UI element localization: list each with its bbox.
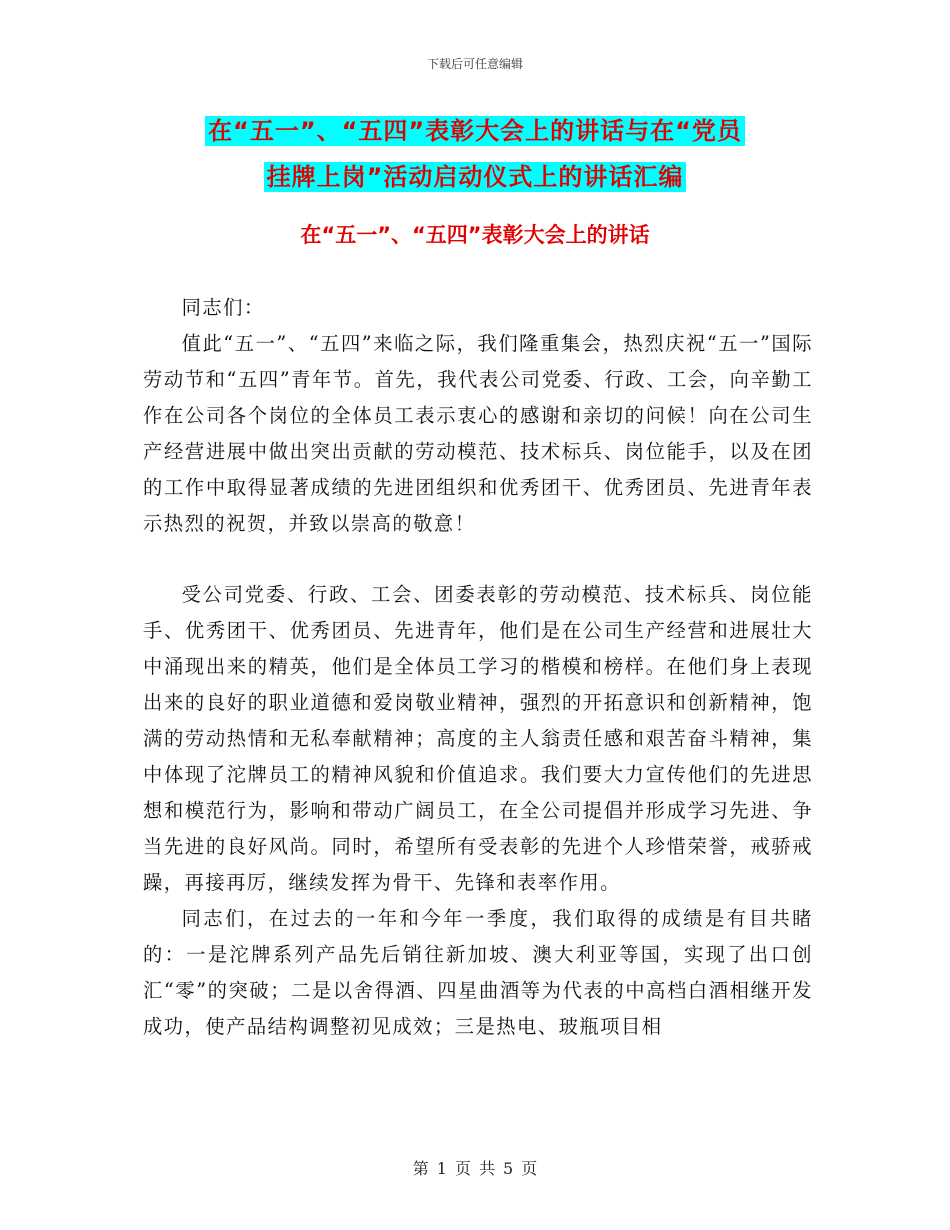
current-page-number: 1 <box>436 1159 447 1178</box>
salutation: 同志们： <box>181 296 265 319</box>
document-title-line-1: 在“五一”、“五四”表彰大会上的讲话与在“党员 <box>205 116 745 146</box>
section-title: 在“五一”、“五四”表彰大会上的讲话 <box>300 223 650 247</box>
document-body <box>143 290 813 1045</box>
page-footer <box>0 1156 950 1179</box>
paragraph: 值此“五一”、“五四”来临之际，我们隆重集会，热烈庆祝“五一”国际劳动节和“五四”青年节。首先，我代表公司党委、行政、工会，向辛勤工作在公司各个岗位的全体员工表示衷心的感谢和亲切的问候！向在公司生产经营进展中做出突出贡献的劳动模范、技术标兵、岗位能手，以及在团的工作中取得显著成绩的先进团组织和优秀团干、优秀团员、先进青年表示热烈的祝贺，并致以崇高的敬意！ <box>143 332 813 535</box>
total-pages-number: 5 <box>503 1159 514 1178</box>
document-title <box>0 108 950 200</box>
page-header: 下载后可任意编辑 <box>426 57 523 71</box>
footer-suffix: 页 <box>521 1159 538 1178</box>
paragraph: 同志们，在过去的一年和今年一季度，我们取得的成绩是有目共睹的：一是沱牌系列产品先后销往新加坡、澳大利亚等国，实现了出口创汇“零”的突破；二是以舍得酒、四星曲酒等为代表的中高档白酒相继开发成功，使产品结构调整初见成效；三是热电、玻瓶项目相 <box>143 907 813 1038</box>
footer-total-label: 共 <box>479 1159 496 1178</box>
paragraph: 受公司党委、行政、工会、团委表彰的劳动模范、技术标兵、岗位能手、优秀团干、优秀团员、先进青年，他们是在公司生产经营和进展壮大中涌现出来的精英，他们是全体员工学习的楷模和榜样。在他们身上表现出来的良好的职业道德和爱岗敬业精神，强烈的开拓意识和创新精神，饱满的劳动热情和无私奉献精神；高度的主人翁责任感和艰苦奋斗精神，集中体现了沱牌员工的精神风貌和价值追求。我们要大力宣传他们的先进思想和模范行为，影响和带动广阔员工，在全公司提倡并形成学习先进、争当先进的良好风尚。同时，希望所有受表彰的先进个人珍惜荣誉，戒骄戒躁，再接再厉，继续发挥为骨干、先锋和表率作用。 <box>143 583 813 894</box>
footer-prefix: 第 <box>412 1159 429 1178</box>
document-title-line-2: 挂牌上岗”活动启动仪式上的讲话汇编 <box>264 162 687 192</box>
footer-page-label: 页 <box>454 1159 471 1178</box>
